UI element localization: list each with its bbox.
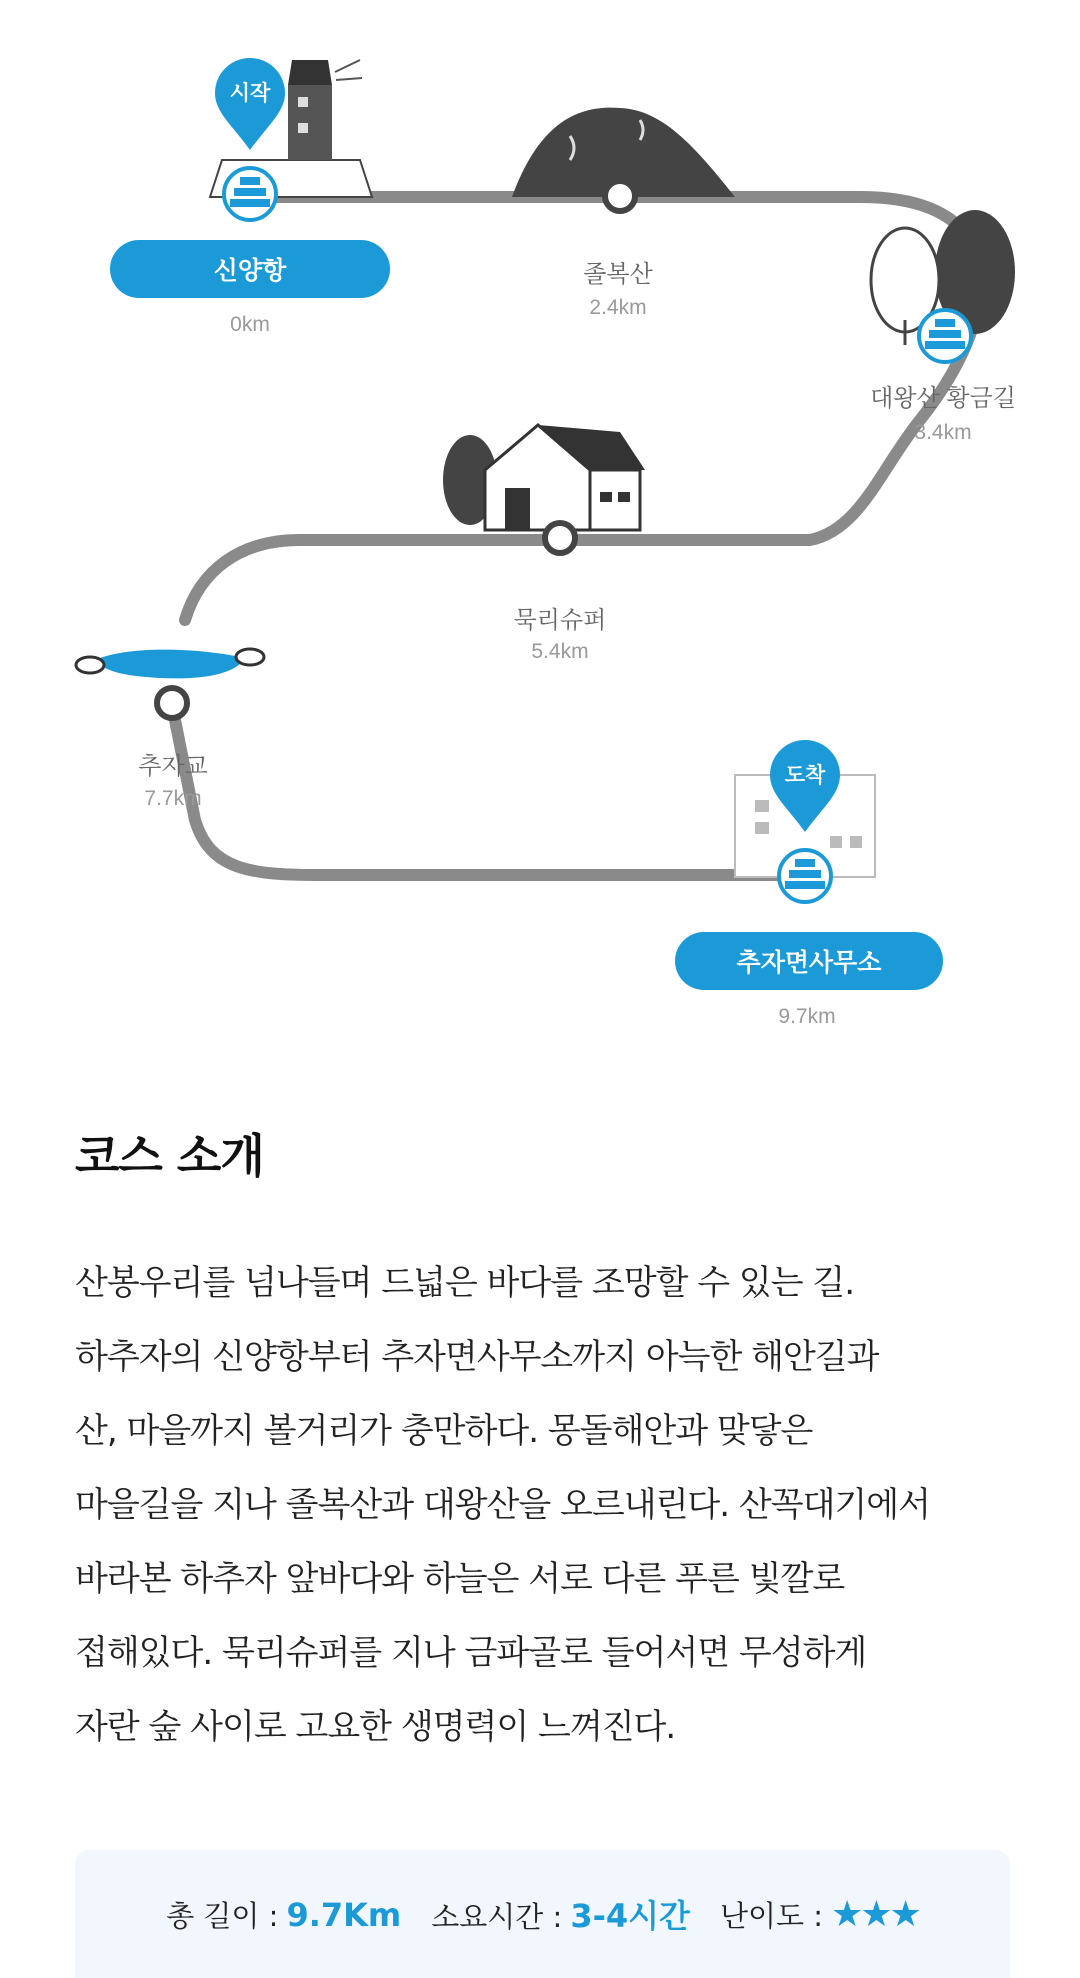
stamp-icon <box>919 310 971 362</box>
waypoint-dot <box>605 181 635 211</box>
section-title: 코스 소개 <box>75 1129 264 1183</box>
stop-name: 신양항 <box>213 257 287 285</box>
duration <box>431 1891 690 1937</box>
bridge-icon <box>76 649 264 678</box>
stamp-icon <box>224 168 276 220</box>
stop-distance: 9.7km <box>778 1005 836 1028</box>
intro-line: 마을길을 지나 졸복산과 대왕산을 오르내린다. 산꼭대기에서 <box>75 1485 930 1525</box>
intro-line: 하추자의 신양항부터 추자면사무소까지 아늑한 해안길과 <box>75 1337 879 1377</box>
waypoint-dot <box>545 523 575 553</box>
stop-distance: 0km <box>230 313 270 336</box>
difficulty-label: 난이도 : <box>719 1898 823 1933</box>
intro-line: 접해있다. 묵리슈퍼를 지나 금파골로 들어서면 무성하게 <box>75 1633 867 1673</box>
house-icon <box>443 425 645 530</box>
intro-line: 산, 마을까지 볼거리가 충만하다. 몽돌해안과 맞닿은 <box>75 1411 813 1451</box>
star-icon: ★★★ <box>830 1893 919 1935</box>
stop-name: 묵리슈퍼 <box>513 607 607 634</box>
end-stop-button[interactable] <box>675 932 943 990</box>
total-length <box>166 1894 401 1935</box>
total-length-label: 총 길이 : <box>166 1898 279 1933</box>
intro-line: 자란 숲 사이로 고요한 생명력이 느껴진다. <box>75 1707 676 1747</box>
stop-distance: 3.4km <box>914 421 972 444</box>
end-marker-label: 도착 <box>784 763 826 787</box>
intro-line: 바라본 하추자 앞바다와 하늘은 서로 다른 푸른 빛깔로 <box>75 1559 845 1599</box>
stop-distance: 5.4km <box>531 640 589 663</box>
stop-distance: 7.7km <box>144 787 202 810</box>
stamp-icon <box>779 850 831 902</box>
stop-name: 추자교 <box>138 753 208 780</box>
duration-label: 소요시간 : <box>431 1900 563 1934</box>
start-marker-label: 시작 <box>229 81 271 105</box>
duration-value: 3-4시간 <box>570 1897 690 1935</box>
stop-name: 졸복산 <box>583 261 653 288</box>
start-stop-button[interactable] <box>110 240 390 298</box>
waypoint-dot <box>157 688 187 718</box>
course-summary-box <box>75 1850 1010 1978</box>
intro-line: 산봉우리를 넘나들며 드넓은 바다를 조망할 수 있는 길. <box>75 1263 855 1303</box>
stop-name: 추자면사무소 <box>736 949 882 977</box>
total-length-value: 9.7Km <box>286 1895 402 1934</box>
intro-body <box>75 1246 1015 1764</box>
stop-distance: 2.4km <box>589 296 647 319</box>
course-intro-section <box>75 1120 1015 1764</box>
difficulty <box>720 1894 919 1935</box>
stop-name: 대왕산 황금길 <box>870 385 1016 412</box>
start-pin-icon <box>215 58 285 150</box>
